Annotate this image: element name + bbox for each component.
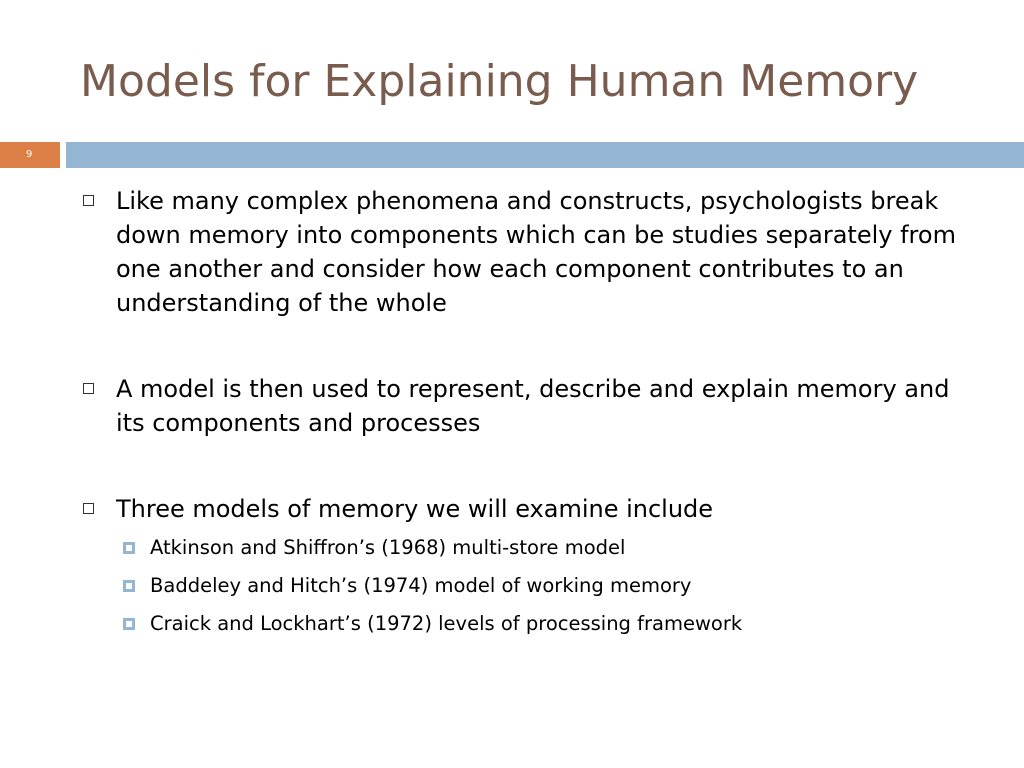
bullet-item — [80, 492, 980, 526]
slide-content — [80, 184, 980, 643]
title-divider-bar — [66, 142, 1024, 168]
square-bullet-icon — [83, 195, 94, 206]
filled-square-bullet-icon — [123, 580, 135, 592]
sub-bullet-item — [116, 529, 980, 567]
slide-title: Models for Explaining Human Memory — [80, 56, 919, 107]
sub-bullet-item — [116, 605, 980, 643]
sub-bullet-text: Baddeley and Hitch’s (1974) model of working memory — [150, 574, 692, 597]
sub-bullet-text: Atkinson and Shiffron’s (1968) multi-store model — [150, 536, 626, 559]
slide-number-tab — [0, 142, 60, 168]
bullet-text: Like many complex phenomena and constructs, psychologists break down memory into components which can be studies separately from one another and consider how each component contributes to an understanding of the whole — [116, 187, 956, 317]
sub-bullet-item — [116, 567, 980, 605]
filled-square-bullet-icon — [123, 542, 135, 554]
slide-number: 9 — [26, 149, 33, 160]
bullet-text: A model is then used to represent, describe and explain memory and its components and processes — [116, 375, 950, 437]
bullet-text: Three models of memory we will examine include — [116, 495, 714, 523]
bullet-item — [80, 184, 980, 320]
sub-bullet-text: Craick and Lockhart’s (1972) levels of processing framework — [150, 612, 743, 635]
square-bullet-icon — [83, 503, 94, 514]
sub-bullet-list — [80, 529, 980, 643]
filled-square-bullet-icon — [123, 618, 135, 630]
square-bullet-icon — [83, 383, 94, 394]
bullet-item — [80, 372, 980, 440]
